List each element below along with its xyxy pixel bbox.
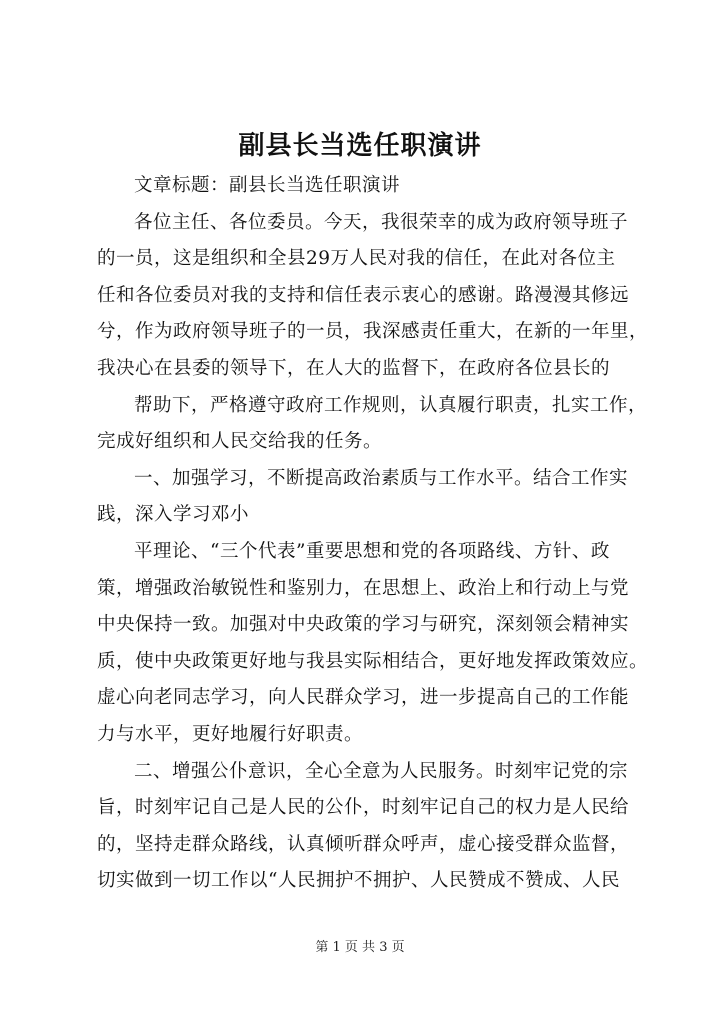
- text-line: 任和各位委员对我的支持和信任表示衷心的感谢。路漫漫其修远: [97, 284, 630, 306]
- paragraph-point-two: [97, 754, 637, 900]
- text-line: 策，增强政治敏锐性和鉴别力，在思想上、政治上和行动上与党: [97, 577, 630, 599]
- document-body: [97, 168, 649, 900]
- text-line: 一、加强学习，不断提高政治素质与工作水平。结合工作实: [134, 467, 629, 489]
- paragraph-article-title: [97, 168, 637, 205]
- document-title: 副县长当选任职演讲: [238, 131, 482, 161]
- text-line: 质，使中央政策更好地与我县实际相结合，更好地发挥政策效应。: [97, 650, 649, 672]
- text-line: 帮助下，严格遵守政府工作规则，认真履行职责，扎实工作，: [134, 394, 648, 416]
- text-line: 平理论、“三个代表”重要思想和党的各项路线、方针、政: [134, 540, 610, 562]
- text-line: 各位主任、各位委员。今天，我很荣幸的成为政府领导班子: [134, 211, 629, 233]
- text-line: 的一员，这是组织和全县29万人民对我的信任，在此对各位主: [97, 248, 616, 270]
- text-line: 二、增强公仆意识，全心全意为人民服务。时刻牢记党的宗: [134, 760, 629, 782]
- paragraph-point-one: [97, 461, 637, 534]
- text-line: 文章标题：副县长当选任职演讲: [134, 175, 401, 196]
- text-line: 的，坚持走群众路线，认真倾听群众呼声，虚心接受群众监督，: [97, 833, 630, 855]
- paragraph-opening: [97, 205, 649, 388]
- text-line: 我决心在县委的领导下，在人大的监督下，在政府各位县长的: [97, 357, 611, 379]
- text-line: 旨，时刻牢记自己是人民的公仆，时刻牢记自己的权力是人民给: [97, 797, 630, 819]
- text-line: 完成好组织和人民交给我的任务。: [97, 431, 383, 453]
- text-line: 切实做到一切工作以“人民拥护不拥护、人民赞成不赞成、人民: [97, 870, 620, 892]
- text-line: 虚心向老同志学习，向人民群众学习，进一步提高自己的工作能: [97, 687, 630, 709]
- text-line: 兮，作为政府领导班子的一员，我深感责任重大，在新的一年里，: [97, 321, 649, 343]
- text-line: 力与水平，更好地履行好职责。: [97, 723, 364, 745]
- page-number-footer: 第 1 页 共 3 页: [315, 940, 405, 955]
- text-line: 中央保持一致。加强对中央政策的学习与研究，深刻领会精神实: [97, 614, 630, 636]
- paragraph-commitment: [97, 388, 648, 461]
- paragraph-point-one-detail: [97, 534, 649, 754]
- text-line: 践，深入学习邓小: [97, 504, 250, 526]
